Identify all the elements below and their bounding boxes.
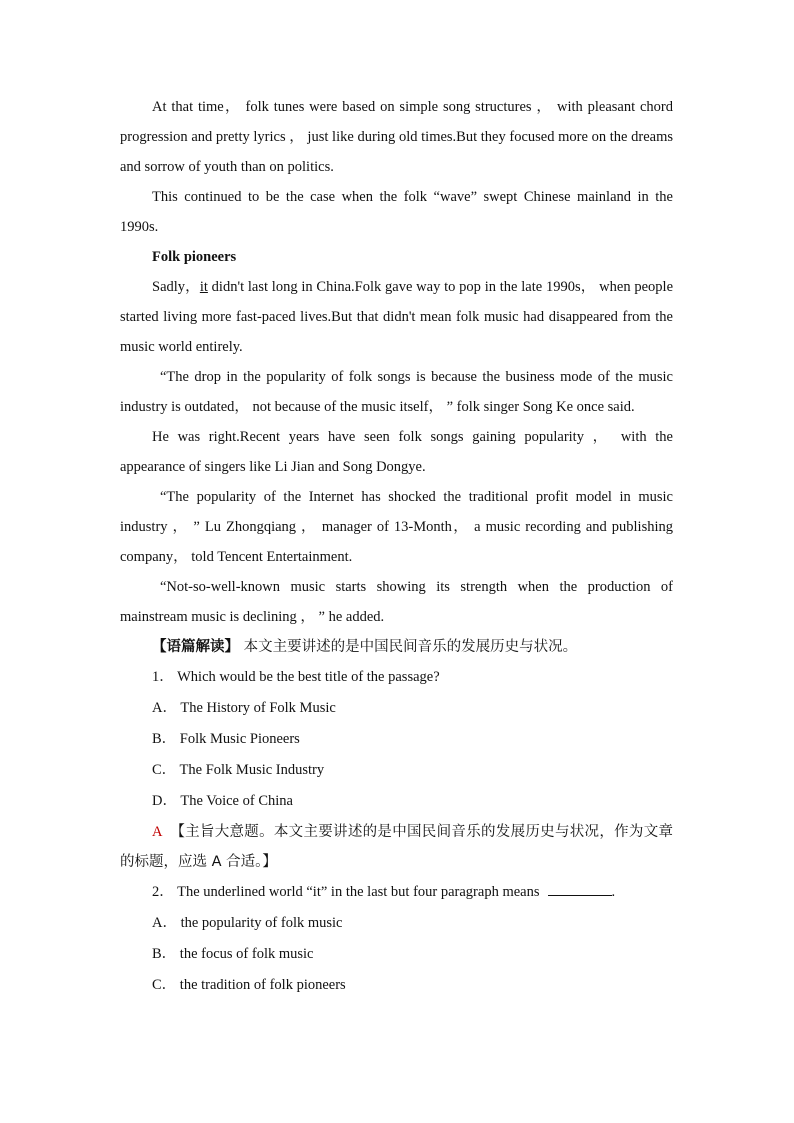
reading-note-text: 本文主要讲述的是中国民间音乐的发展历史与状况。 — [239, 639, 578, 655]
passage-paragraph-3 — [120, 272, 673, 362]
reading-note — [120, 632, 673, 662]
section-heading: Folk pioneers — [152, 249, 237, 265]
paragraph-3-rest: didn't last long in China.Folk gave way to pop in the late 1990s， when people started living more fast-paced lives.But that didn't mean folk music had disappeared from the music world entirely. — [120, 279, 673, 355]
question-1-option-a: A． The History of Folk Music — [152, 700, 336, 716]
question-1-stem: 1． Which would be the best title of the passage? — [152, 669, 440, 685]
question-2-stem — [120, 877, 673, 908]
passage-paragraph-5: He was right.Recent years have seen folk songs gaining popularity ， with the appearance of singers like Li Jian and Song Dongye. — [120, 429, 673, 475]
underlined-it: it — [199, 279, 208, 295]
question-2-option-c: C． the tradition of folk pioneers — [152, 977, 346, 993]
document-content — [120, 92, 673, 1001]
question-2-stem-end: . — [611, 884, 616, 900]
question-2-option-b: B． the focus of folk music — [152, 946, 314, 962]
question-1-option-c: C． The Folk Music Industry — [152, 762, 325, 778]
answer-blank — [548, 881, 612, 896]
question-1-explanation — [120, 817, 673, 877]
question-1-explanation-text: 【主旨大意题。本文主要讲述的是中国民间音乐的发展历史与状况，作为文章的标题，应选 A 合适。】 — [120, 824, 674, 870]
reading-note-label: 【语篇解读】 — [152, 639, 239, 655]
question-1-answer: A — [152, 824, 163, 840]
question-1-option-b: B． Folk Music Pioneers — [152, 731, 300, 747]
question-2-option-a: A． the popularity of folk music — [152, 915, 343, 931]
passage-paragraph-6: “The popularity of the Internet has shocked the traditional profit model in music industry ， ” Lu Zhongqiang ， manager of 13-Month， a music recording and publishing company， told Tencent Entertainment. — [120, 489, 673, 565]
question-2-stem-text: 2． The underlined world “it” in the last but four paragraph means — [152, 884, 540, 900]
passage-paragraph-1: At that time， folk tunes were based on simple song structures ， with pleasant chord progression and pretty lyrics ， just like during old times.But they focused more on the dreams and sorrow of youth than on politics. — [120, 99, 673, 175]
passage-paragraph-4: “The drop in the popularity of folk songs is because the business mode of the music industry is outdated， not because of the music itself， ” folk singer Song Ke once said. — [120, 369, 673, 415]
passage-paragraph-7: “Not-so-well-known music starts showing its strength when the production of mainstream music is declining ， ” he added. — [120, 579, 673, 625]
paragraph-3-start: Sadly， — [152, 279, 200, 295]
passage-paragraph-2: This continued to be the case when the folk “wave” swept Chinese mainland in the 1990s. — [120, 189, 673, 235]
question-1-option-d: D． The Voice of China — [152, 793, 293, 809]
